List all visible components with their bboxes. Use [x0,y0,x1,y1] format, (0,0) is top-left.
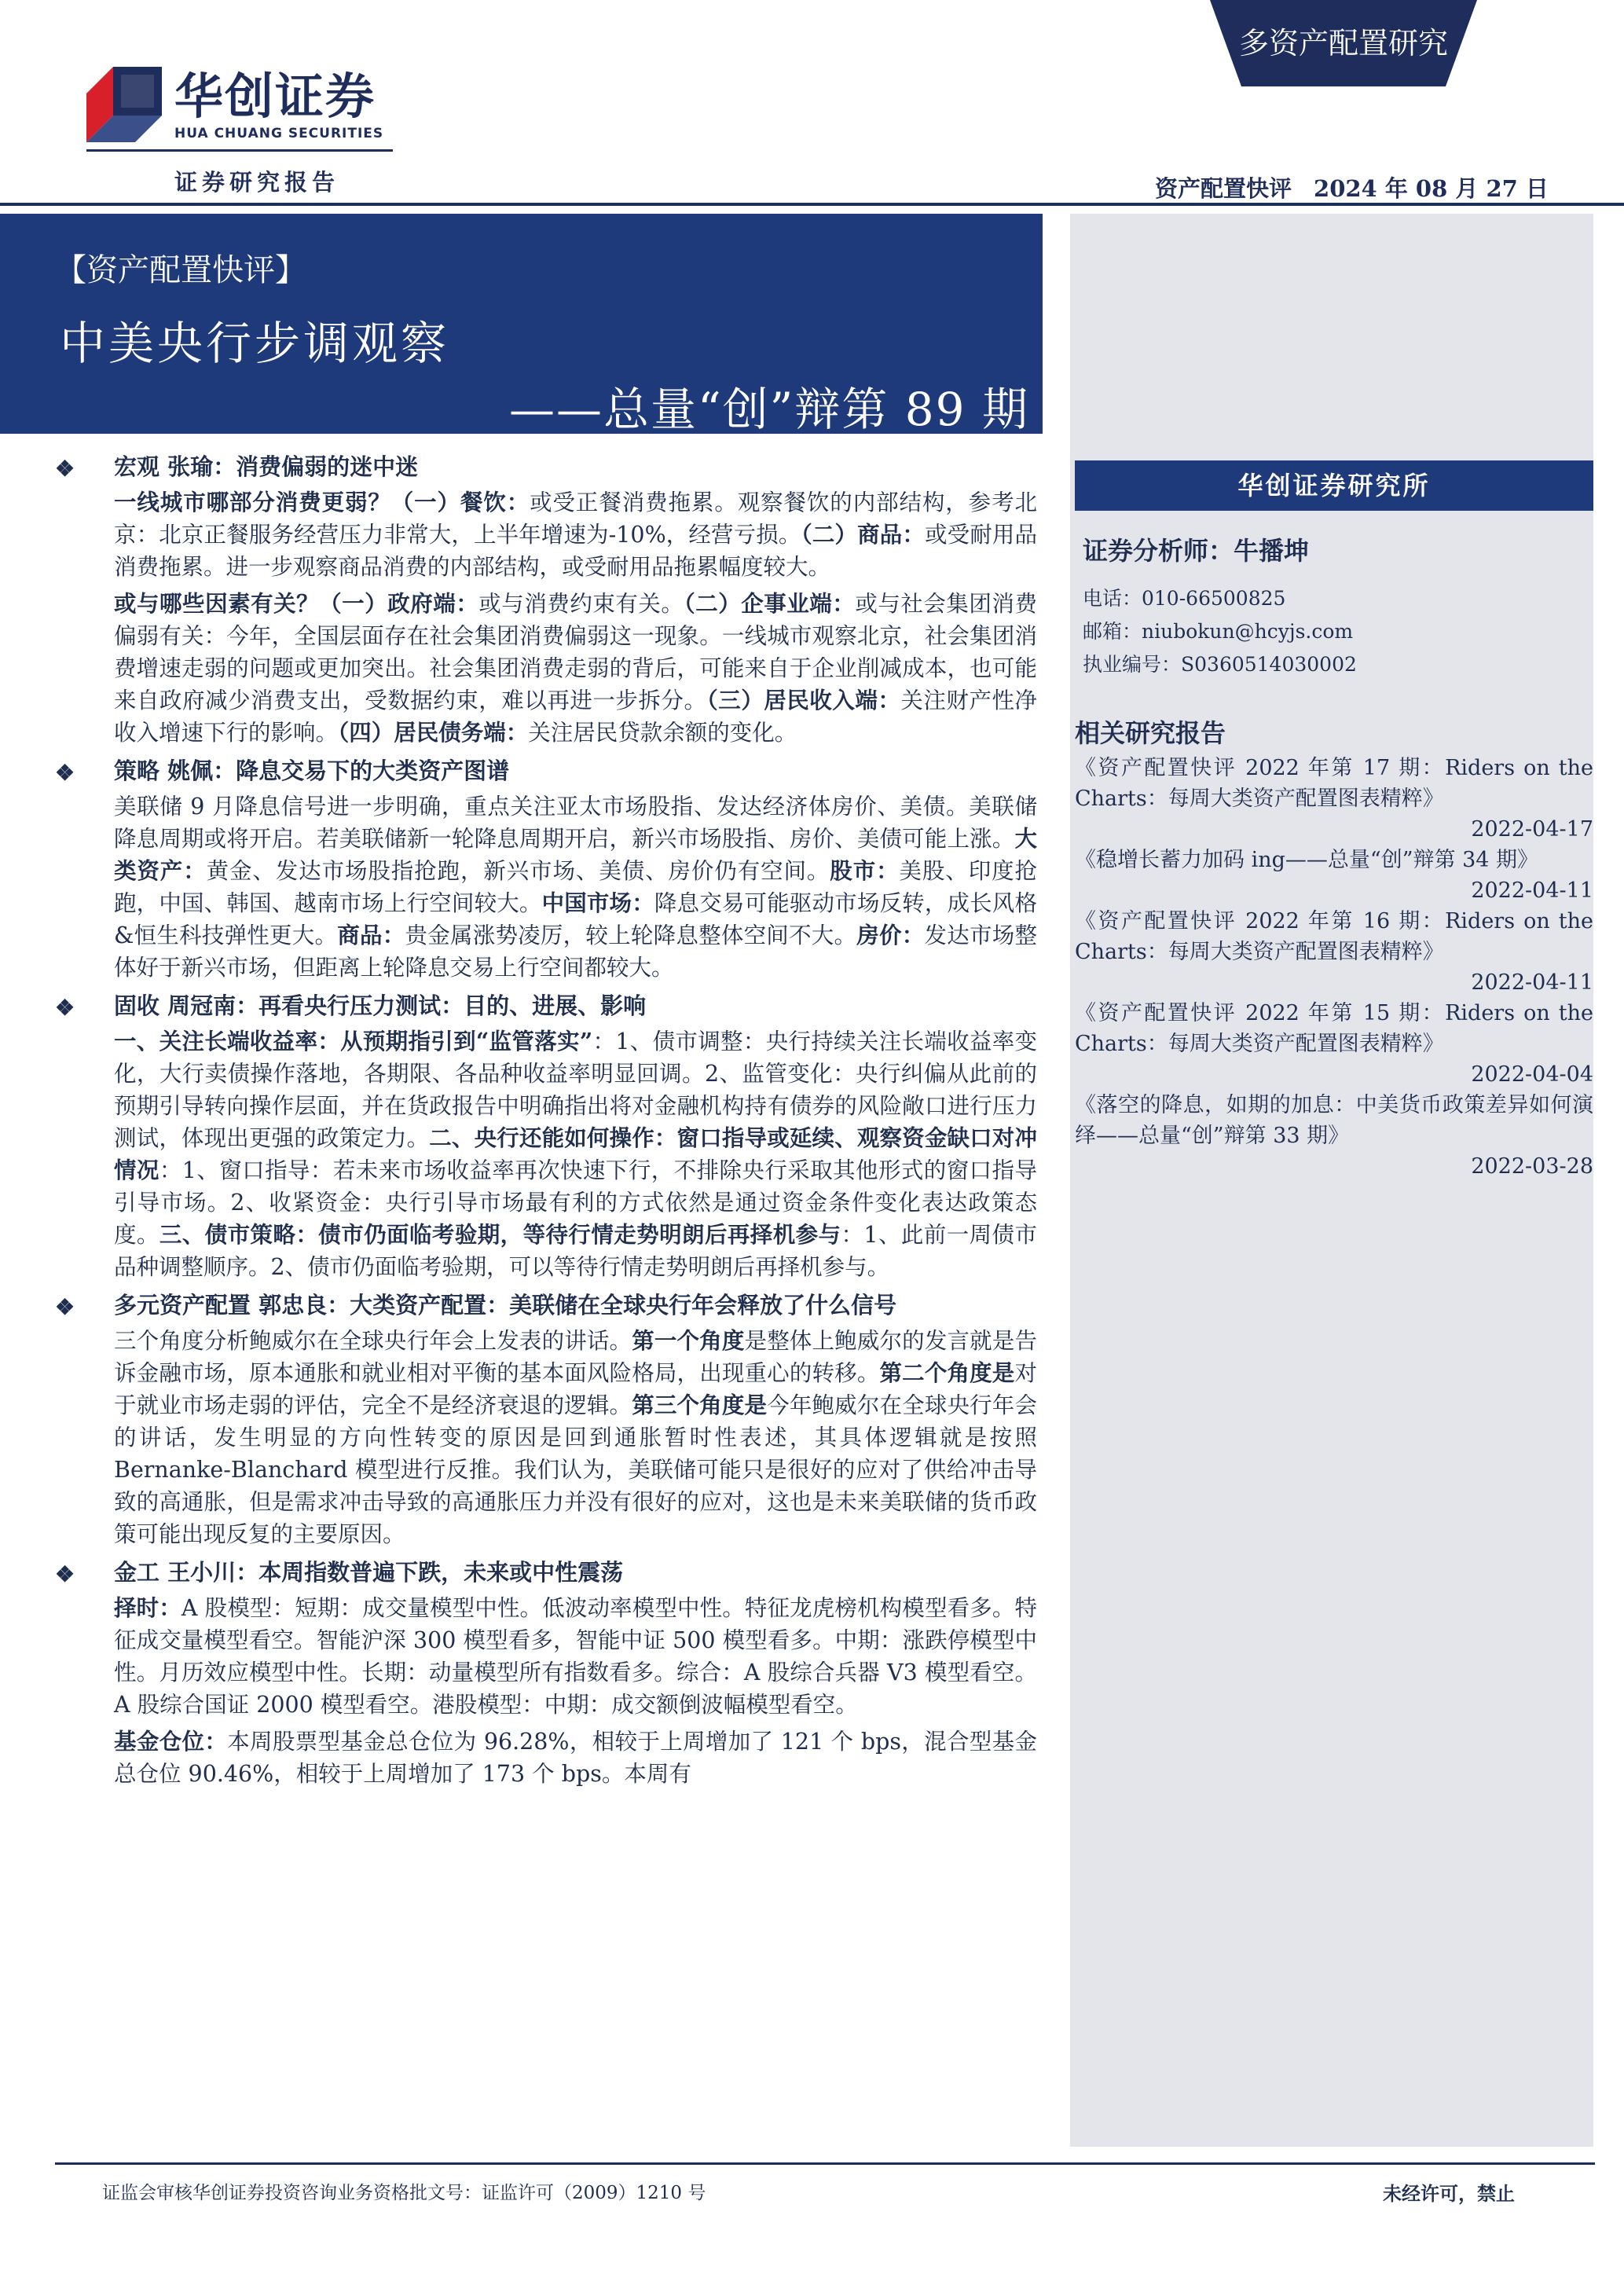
section-heading-text: 固收 周冠南：再看央行压力测试：目的、进展、影响 [114,992,647,1019]
bold-text-run: 一线城市哪部分消费更弱？（一）餐饮： [114,489,530,515]
page-title: 中美央行步调观察 [60,317,450,370]
bold-text-run: 择时： [114,1594,181,1621]
text-run: ：1、此前一周债市品种调整顺序。2、债市仍面临考验期，可以等待行情走势明朗后再择机参与。 [114,1222,1037,1280]
related-report-date: 2022-04-11 [1471,970,1593,995]
section-heading-text: 金工 王小川：本周指数普遍下跌，未来或中性震荡 [114,1559,624,1586]
diamond-bullet-icon: ❖ [55,760,75,786]
text-run: ：1、窗口指导：若未来市场收益率再次快速下行，不排除央行采取其他形式的窗口指导引导市场。2、收紧资金：央行引导市场最有利的方式依然是通过资金条件变化表达政策态度。 [114,1157,1037,1248]
category-banner-text: 多资产配置研究 [1238,26,1448,61]
main-content [55,451,1037,1796]
text-run: 对于就业市场走弱的评估，完全不是经济衰退的逻辑。 [114,1360,1037,1418]
bold-text-run: （三）居民收入端： [706,687,901,713]
text-run: ：1、债市调整：央行持续关注长端收益率变化，大行卖债操作落地，各期限、各品种收益率明显回调。2、监管变化：央行纠偏从此前的预期引导转向操作层面，并在货政报告中明确指出将对金融机构持有债券的风险敞口进行压力测试，体现出更强的政策定力。 [114,1029,1037,1151]
text-run: 关注财产性净收入增速下行的影响。 [114,688,1037,746]
section-heading-text: 多元资产配置 郭忠良：大类资产配置：美联储在全球央行年会释放了什么信号 [114,1292,897,1319]
analyst-phone: 电话：010-66500825 [1083,587,1286,610]
footer-license: 证监会审核华创证券投资咨询业务资格批文号：证监许可（2009）1210 号 [102,2183,706,2203]
section-heading [55,1557,1037,1589]
bold-text-run: 一、关注长端收益率：从预期指引到“监管落实” [114,1028,593,1054]
bold-text-run: 基金仓位： [114,1728,228,1755]
bold-text-run: 大类资产： [114,825,1037,884]
text-run: 美股、印度抢跑，中国、韩国、越南市场上行空间较大。 [114,858,1037,916]
header-meta [1155,171,1549,204]
section-paragraph [55,588,1037,749]
column-name: 资产配置快评 [1155,175,1292,202]
section-paragraph [55,1592,1037,1721]
text-run: A 股模型：短期：成交量模型中性。低波动率模型中性。特征龙虎榜机构模型看多。特征成交量模型看空。智能沪深 300 模型看多，智能中证 500 模型看多。中期：涨跌停模型中性。月历效应模型中性。长期：动量模型所有指数看多。综合：A 股综合兵器 V3 模型看空。A 股综合国证 2000 模型看空。港股模型：中期：成交额倒波幅模型看空。 [114,1595,1037,1718]
text-run: 或与消费约束有关。 [478,591,684,617]
title-tag: 【资产配置快评】 [55,252,306,288]
text-run: 三个角度分析鲍威尔在全球央行年会上发表的讲话。 [114,1328,632,1354]
bold-text-run: 房价： [856,922,925,948]
text-run: 或与社会集团消费偏弱有关：今年，全国层面存在社会集团消费偏弱这一现象。一线城市观察北京，社会集团消费增速走弱的问题或更加突出。社会集团消费走弱的背后，可能来自于企业削减成本，也可能来自政府减少消费支出，受数据约束，难以再进一步拆分。 [114,591,1037,713]
bold-text-run: 第二个角度是 [879,1359,1015,1386]
report-type: 证券研究报告 [174,169,340,196]
bold-text-run: 股市： [830,857,900,884]
section-heading-text: 宏观 张瑜：消费偏弱的迷中迷 [114,453,419,480]
institute-bar: 华创证券研究所 [1075,460,1593,511]
related-reports-title: 相关研究报告 [1075,718,1226,748]
logo-icon [86,67,162,142]
analyst-name: 证券分析师：牛播坤 [1083,536,1310,566]
bold-text-run: 中国市场： [541,889,654,916]
text-run: 美联储 9 月降息信号进一步明确，重点关注亚太市场股指、发达经济体房价、美债。美联储降息周期或将开启。若美联储新一轮降息周期开启，新兴市场股指、房价、美债可能上涨。 [114,794,1037,852]
text-run: 降息交易可能驱动市场反转，成长风格&恒生科技弹性更大。 [114,890,1037,948]
bold-text-run: （二）企事业端： [684,590,856,617]
report-section [55,1289,1037,1550]
related-report-title[interactable]: 《资产配置快评 2022 年第 17 期：Riders on the Charts：每周大类资产配置图表精粹》 [1075,756,1593,811]
bold-text-run: 第三个角度是 [632,1392,768,1418]
related-reports-list [1075,753,1593,1182]
logo-text: 华创证券 [174,68,376,125]
bold-text-run: 或与哪些因素有关？（一）政府端： [114,590,479,617]
logo-subtext: HUA CHUANG SECURITIES [174,126,384,141]
section-heading-text: 策略 姚佩：降息交易下的大类资产图谱 [114,757,510,784]
text-run: 贵金属涨势凌厉，较上轮降息整体空间不大。 [405,922,857,948]
section-heading [55,990,1037,1022]
text-run: 是整体上鲍威尔的发言就是告诉金融市场，原本通胀和就业相对平衡的基本面风险格局，出现重心的转移。 [114,1328,1037,1386]
section-paragraph [55,486,1037,583]
diamond-bullet-icon: ❖ [55,1561,75,1587]
bold-text-run: 二、央行还能如何操作：窗口指导或延续、观察资金缺口对冲情况 [114,1124,1037,1183]
bold-text-run: （四）居民债务端： [338,719,529,746]
related-report-title[interactable]: 《资产配置快评 2022 年第 15 期：Riders on the Charts：每周大类资产配置图表精粹》 [1075,1001,1593,1056]
bold-text-run: 商品： [337,922,405,948]
section-heading [55,1289,1037,1322]
related-report-date: 2022-04-11 [1471,878,1593,903]
analyst-email[interactable]: 邮箱：niubokun@hcyjs.com [1083,620,1354,643]
text-run: 发达市场整体好于新兴市场，但距离上轮降息交易上行空间都较大。 [114,922,1037,981]
diamond-bullet-icon: ❖ [55,995,75,1021]
text-run: 或受耐用品消费拖累。进一步观察商品消费的内部结构，或受耐用品拖累幅度较大。 [114,522,1037,580]
bold-text-run: （二）商品： [801,521,925,548]
related-report-title[interactable]: 《落空的降息，如期的加息：中美货币政策差异如何演绎——总量“创”辩第 33 期》 [1075,1093,1593,1148]
page-subtitle: ——总量“创”辩第 89 期 [509,383,1029,436]
related-report-date: 2022-03-28 [1471,1154,1593,1179]
report-date: 2024 年 08 月 27 日 [1314,175,1549,202]
text-run: 黄金、发达市场股指抢跑，新兴市场、美债、房价仍有空间。 [206,858,830,884]
text-run: 关注居民贷款余额的变化。 [528,720,797,746]
analyst-license: 执业编号：S0360514030002 [1083,653,1357,676]
report-section [55,755,1037,984]
diamond-bullet-icon: ❖ [55,1294,75,1320]
text-run: 今年鲍威尔在全球央行年会的讲话，发生明显的方向性转变的原因是回到通胀暂时性表述，其具体逻辑就是按照 Bernanke-Blanchard 模型进行反推。我们认为，美联储可能只是很好的应对了供给冲击导致的高通胀，但是需求冲击导致的高通胀压力并没有很好的应对，这也是未来美联储的货币政策可能出现反复的主要原因。 [114,1392,1037,1547]
diamond-bullet-icon: ❖ [55,456,75,482]
report-section [55,990,1037,1283]
section-paragraph [55,790,1037,984]
related-report-title[interactable]: 《资产配置快评 2022 年第 16 期：Riders on the Charts：每周大类资产配置图表精粹》 [1075,909,1593,964]
section-heading [55,451,1037,483]
footer-notice: 未经许可，禁止 [1383,2182,1515,2205]
related-report-date: 2022-04-17 [1471,817,1593,842]
section-heading [55,755,1037,787]
section-paragraph [55,1325,1037,1550]
related-report-date: 2022-04-04 [1471,1062,1593,1087]
bold-text-run: 第一个角度 [632,1327,745,1354]
section-paragraph [55,1025,1037,1283]
report-section [55,451,1037,749]
section-paragraph [55,1726,1037,1790]
header-divider [0,203,1624,206]
related-report-title[interactable]: 《稳增长蓄力加码 ing——总量“创”辩第 34 期》 [1075,848,1539,872]
footer-divider [55,2162,1595,2165]
report-section [55,1557,1037,1790]
bold-text-run: 三、债市策略：债市仍面临考验期，等待行情走势明朗后再择机参与 [159,1221,841,1248]
text-run: 本周股票型基金总仓位为 96.28%，相较于上周增加了 121 个 bps，混合型基金总仓位 90.46%，相较于上周增加了 173 个 bps。本周有 [114,1729,1037,1787]
text-run: 或受正餐消费拖累。观察餐饮的内部结构，参考北京：北京正餐服务经营压力非常大，上半年增速为-10%，经营亏损。 [114,490,1037,548]
logo-divider [86,149,393,152]
